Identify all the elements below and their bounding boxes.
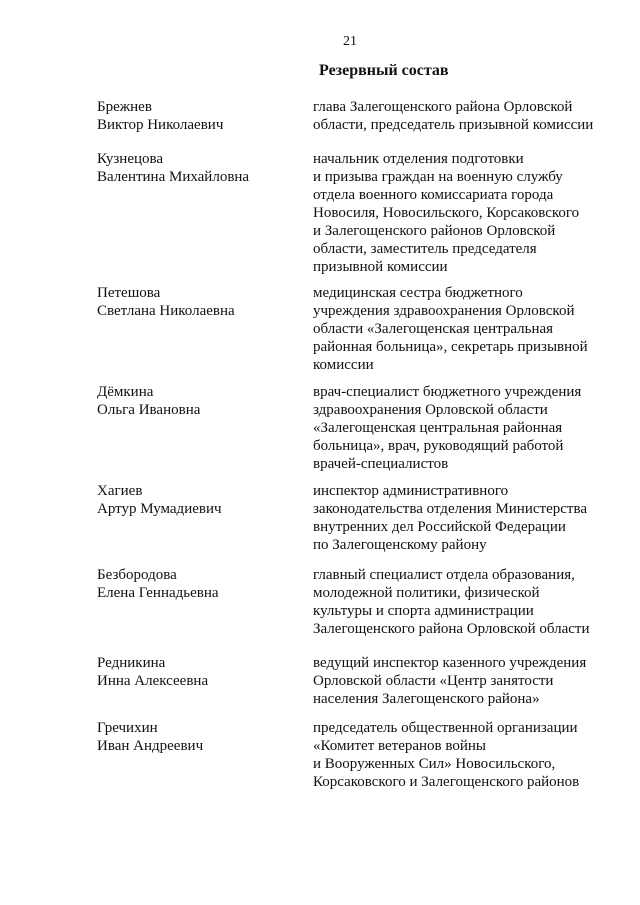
role-line: Новосиля, Новосильского, Корсаковского xyxy=(313,205,580,221)
member-role xyxy=(313,654,613,708)
role-line: главный специалист отдела образования, xyxy=(313,567,575,583)
member-role xyxy=(313,566,613,638)
role-line: врачей-специалистов xyxy=(313,456,449,472)
member-surname: Хагиев xyxy=(97,483,143,499)
role-line: культуры и спорта администрации xyxy=(313,603,534,619)
role-line: комиссии xyxy=(313,357,374,373)
role-line: и Вооруженных Сил» Новосильского, xyxy=(313,756,556,772)
role-line: врач-специалист бюджетного учреждения xyxy=(313,384,582,400)
role-line: Залегощенского района Орловской области xyxy=(313,621,590,637)
member-name xyxy=(97,566,297,602)
role-line: внутренних дел Российской Федерации xyxy=(313,519,566,535)
member-given-names: Ольга Ивановна xyxy=(97,402,201,418)
role-line: учреждения здравоохранения Орловской xyxy=(313,303,575,319)
role-line: инспектор административного xyxy=(313,483,509,499)
member-name xyxy=(97,383,297,419)
role-line: «Залегощенская центральная районная xyxy=(313,420,563,436)
member-given-names: Светлана Николаевна xyxy=(97,303,235,319)
member-name xyxy=(97,98,297,134)
member-surname: Брежнев xyxy=(97,99,152,115)
role-line: отдела военного комиссариата города xyxy=(313,187,554,203)
role-line: начальник отделения подготовки xyxy=(313,151,524,167)
role-line: медицинская сестра бюджетного xyxy=(313,285,523,301)
role-line: Корсаковского и Залегощенского районов xyxy=(313,774,580,790)
member-given-names: Инна Алексеевна xyxy=(97,673,209,689)
member-given-names: Валентина Михайловна xyxy=(97,169,250,185)
role-line: здравоохранения Орловской области xyxy=(313,402,548,418)
page-number: 21 xyxy=(343,34,357,49)
role-line: области «Залегощенская центральная xyxy=(313,321,554,337)
member-name xyxy=(97,719,297,755)
role-line: ведущий инспектор казенного учреждения xyxy=(313,655,587,671)
member-role xyxy=(313,383,613,473)
section-title: Резервный состав xyxy=(319,62,449,79)
member-surname: Редникина xyxy=(97,655,166,671)
member-surname: Петешова xyxy=(97,285,161,301)
member-given-names: Елена Геннадьевна xyxy=(97,585,219,601)
role-line: и призыва граждан на военную службу xyxy=(313,169,563,185)
member-surname: Дёмкина xyxy=(97,384,154,400)
role-line: призывной комиссии xyxy=(313,259,448,275)
role-line: председатель общественной организации xyxy=(313,720,578,736)
role-line: районная больница», секретарь призывной xyxy=(313,339,588,355)
role-line: молодежной политики, физической xyxy=(313,585,540,601)
role-line: населения Залегощенского района» xyxy=(313,691,540,707)
member-surname: Кузнецова xyxy=(97,151,164,167)
role-line: законодательства отделения Министерства xyxy=(313,501,587,517)
member-surname: Безбородова xyxy=(97,567,177,583)
member-role xyxy=(313,719,613,791)
member-name xyxy=(97,150,297,186)
role-line: Орловской области «Центр занятости xyxy=(313,673,554,689)
member-given-names: Иван Андреевич xyxy=(97,738,204,754)
member-given-names: Виктор Николаевич xyxy=(97,117,224,133)
member-role xyxy=(313,150,613,276)
role-line: по Залегощенскому району xyxy=(313,537,487,553)
member-role xyxy=(313,284,613,374)
member-role xyxy=(313,98,613,134)
role-line: области, председатель призывной комиссии xyxy=(313,117,594,133)
member-name xyxy=(97,284,297,320)
role-line: «Комитет ветеранов войны xyxy=(313,738,487,754)
member-name xyxy=(97,482,297,518)
role-line: глава Залегощенского района Орловской xyxy=(313,99,573,115)
role-line: больница», врач, руководящий работой xyxy=(313,438,564,454)
member-role xyxy=(313,482,613,554)
role-line: и Залегощенского районов Орловской xyxy=(313,223,556,239)
member-name xyxy=(97,654,297,690)
member-surname: Гречихин xyxy=(97,720,158,736)
role-line: области, заместитель председателя xyxy=(313,241,537,257)
member-given-names: Артур Мумадиевич xyxy=(97,501,222,517)
